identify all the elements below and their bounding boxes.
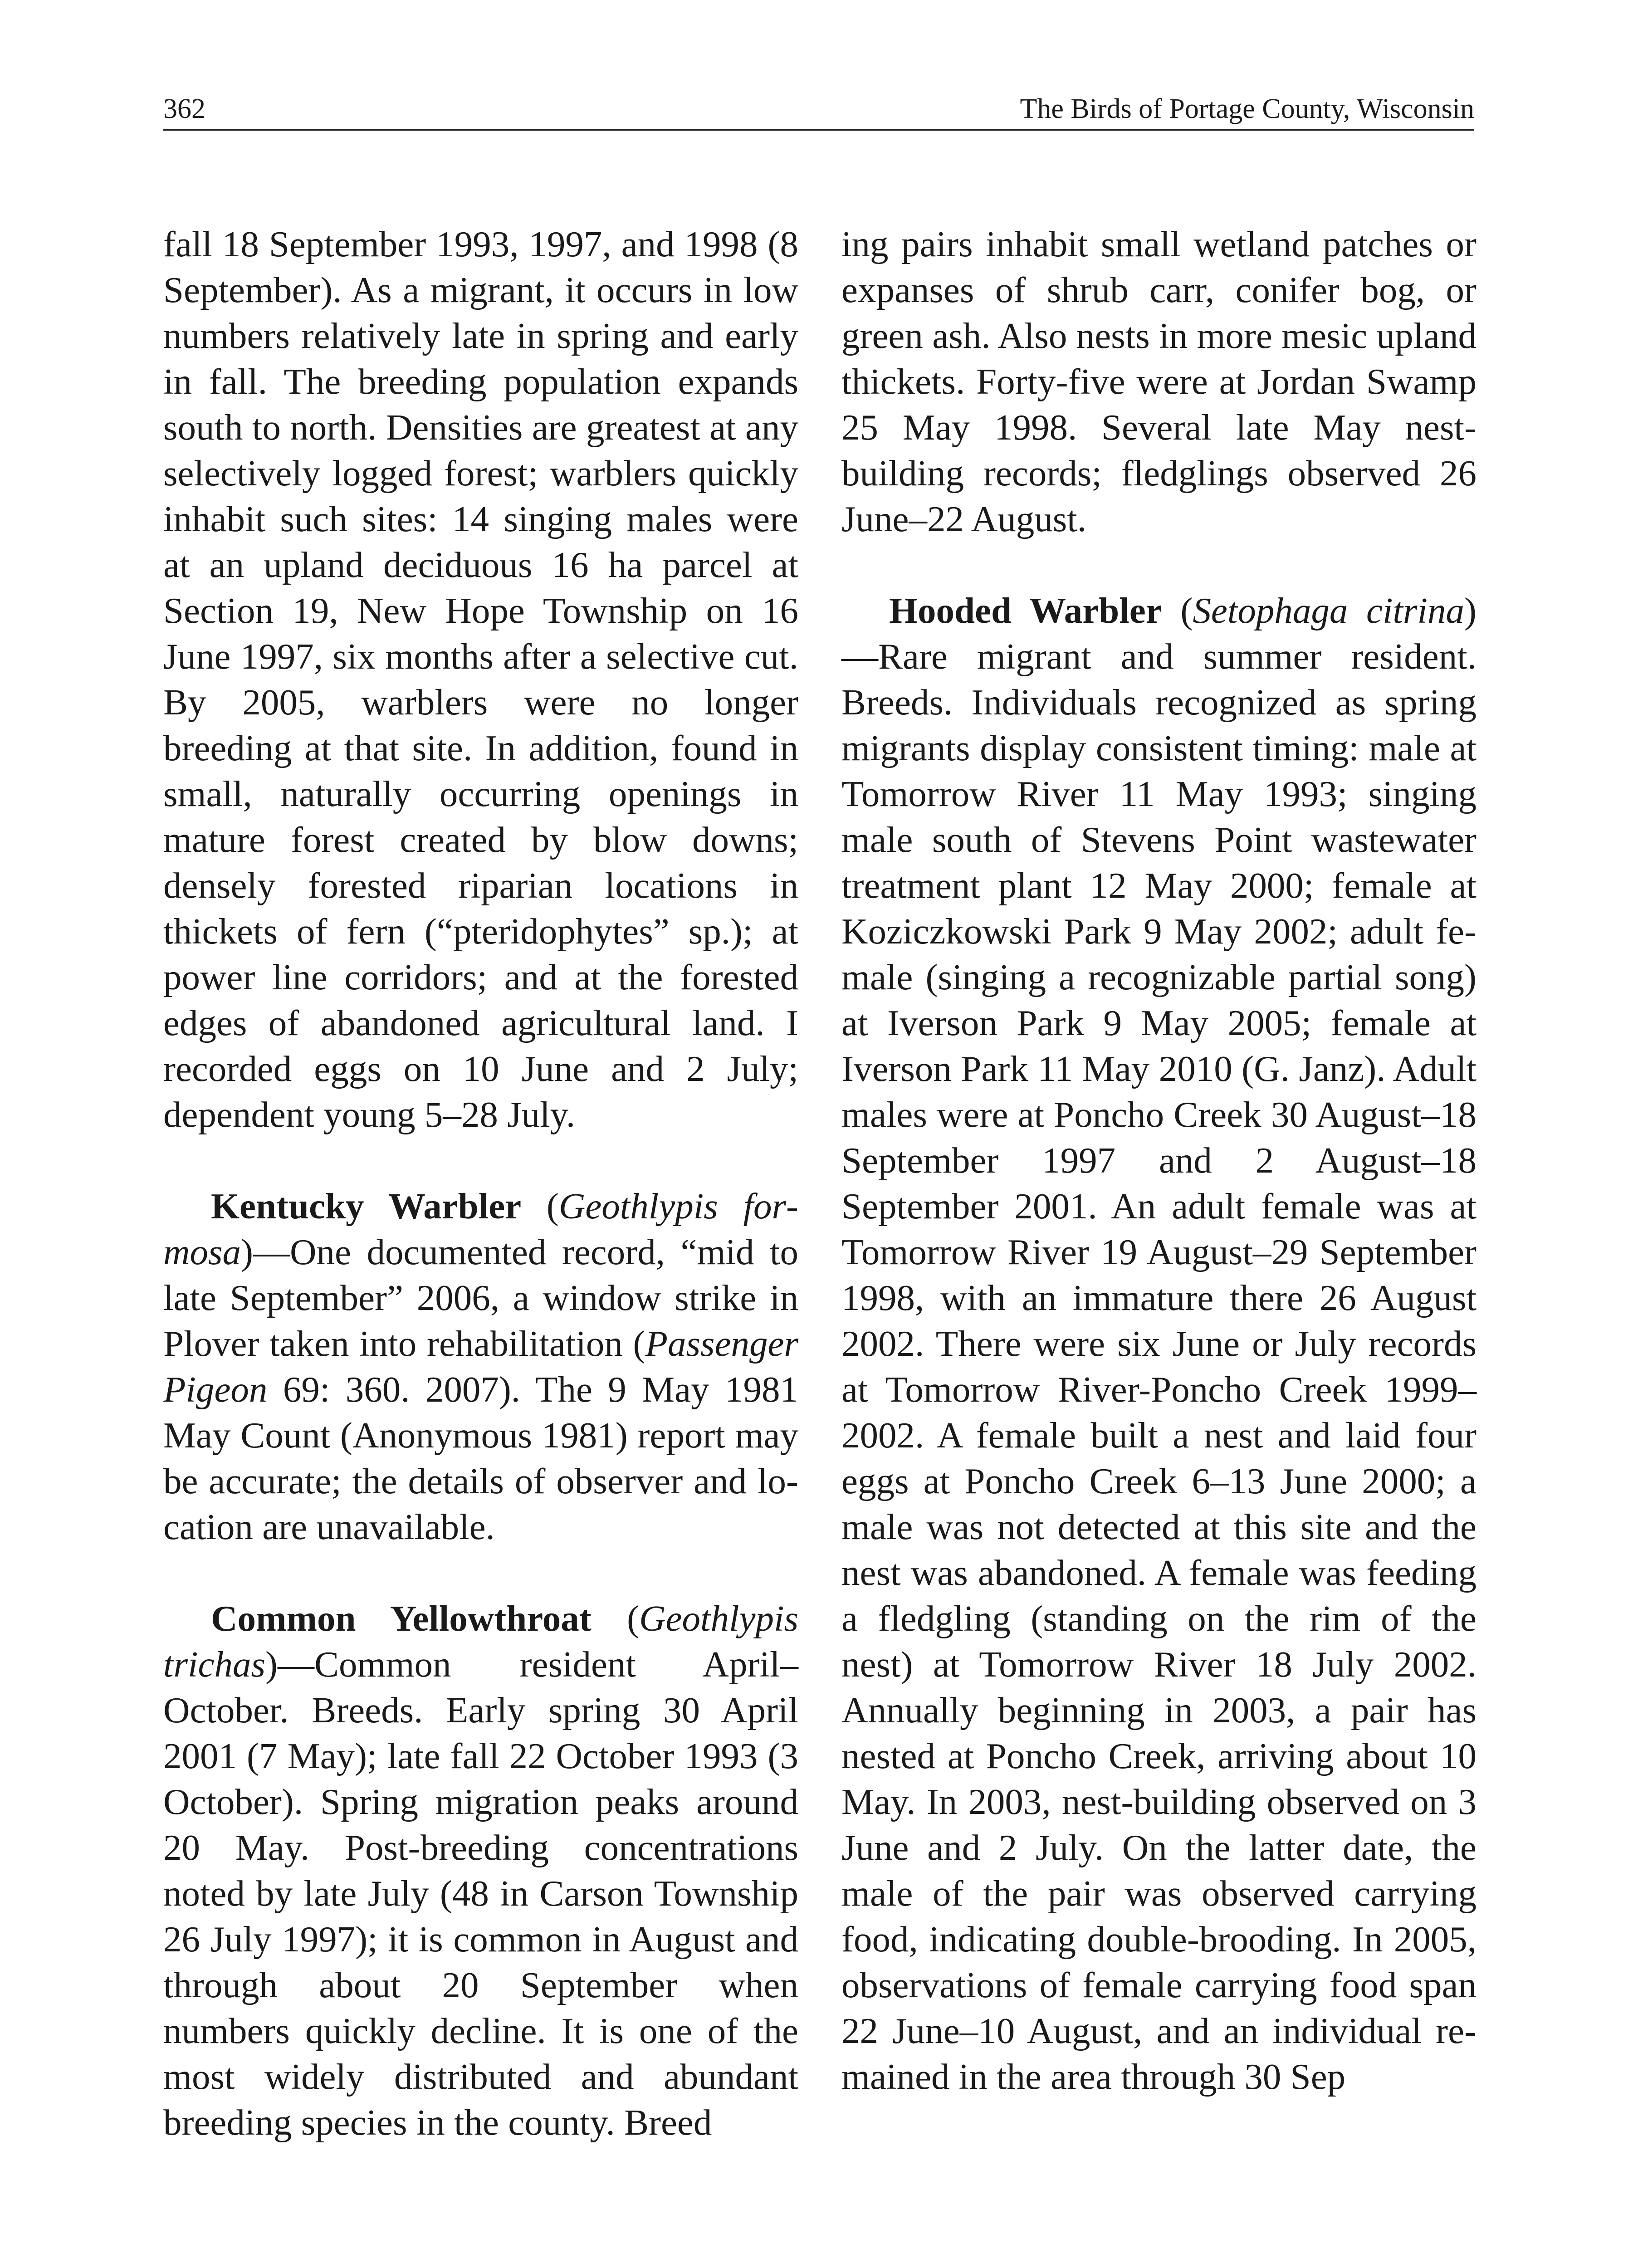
scientific-name: Geothlypis trichas	[163, 1598, 798, 1685]
species-entry-kentucky-warbler	[163, 1183, 798, 1550]
species-name: Common Yellowthroat	[211, 1598, 592, 1639]
page-number: 362	[163, 93, 205, 124]
entry-text: )—Common resident April–October. Breeds. Early spring 30 April 2001 (7 May); late fall 22 October 1993 (3 October). Spring migration peaks around 20 May. Post-breeding concentrations noted by late July (48 in Carson Township 26 July 1997); it is common in August and through about 20 September when numbers quickly decline. It is one of the most widely distributed and abundant breeding species in the county. Breed	[163, 1644, 798, 2143]
continuation-paragraph-right: ing pairs inhabit small wetland patches or expanses of shrub carr, conifer bog, or green ash. Also nests in more mesic upland thickets. Forty-five were at Jordan Swamp 25 May 1998. Several late May nest-building records; fledglings observed 26 June–22 August.	[841, 224, 1477, 539]
journal-title: The Birds of Portage County, Wisconsin	[1020, 93, 1474, 124]
entry-text: )—One documented record, “mid to late September” 2006, a window strike in Plover taken into rehabilitation (	[163, 1232, 798, 1364]
scientific-name: Setophaga citrina	[1193, 590, 1465, 631]
species-entry-hooded-warbler	[841, 588, 1477, 2100]
paren: (	[591, 1598, 640, 1639]
continuation-paragraph-left: fall 18 September 1993, 1997, and 1998 (8 September). As a migrant, it occurs in low numbers relatively late in spring and early in fall. The breeding population expands south to north. Densities are greatest at any selectively logged forest; warblers quickly inhabit such sites: 14 singing males were at an upland deciduous 16 ha parcel at Section 19, New Hope Township on 16 June 1997, six months after a selective cut. By 2005, warblers were no longer breeding at that site. In addition, found in small, naturally occurring openings in mature forest created by blow downs; densely forested riparian locations in thickets of fern (“pteridophytes” sp.); at power line corridors; and at the forested edges of abandoned agricultural land. I recorded eggs on 10 June and 2 July; dependent young 5–28 July.	[163, 224, 798, 1135]
running-head	[163, 86, 1474, 131]
left-column	[163, 221, 798, 2191]
entry-text: )—Rare migrant and summer resident. Breeds. Individuals recognized as spring migrants display consistent timing: male at Tomorrow River 11 May 1993; singing male south of Stevens Point wastewater treatment plant 12 May 2000; female at Koziczkowski Park 9 May 2002; adult female (singing a recognizable partial song) at Iverson Park 9 May 2005; female at Iverson Park 11 May 2010 (G. Janz). Adult males were at Poncho Creek 30 August–18 September 1997 and 2 August–18 September 2001. An adult female was at Tomorrow River 19 August–29 September 1998, with an immature there 26 August 2002. There were six June or July records at Tomorrow River-Poncho Creek 1999–2002. A female built a nest and laid four eggs at Poncho Creek 6–13 June 2000; a male was not detected at this site and the nest was abandoned. A female was feeding a fledgling (standing on the rim of the nest) at Tomorrow River 18 July 2002. Annually beginning in 2003, a pair has nested at Poncho Creek, arriving about 10 May. In 2003, nest-building observed on 3 June and 2 July. On the latter date, the male of the pair was observed carrying food, indicating double-brooding. In 2005, observations of female carrying food span 22 June–10 August, and an individual remained in the area through 30 Sep	[841, 590, 1477, 2097]
species-name: Kentucky Warbler	[211, 1186, 522, 1227]
species-entry-common-yellowthroat	[163, 1596, 798, 2146]
journal-reference: Passenger Pigeon	[163, 1323, 798, 1410]
scientific-name: Geothlypis formosa	[163, 1186, 798, 1272]
right-column	[841, 221, 1477, 2146]
paren: (	[521, 1186, 559, 1227]
paren: (	[1162, 590, 1193, 631]
species-name: Hooded Warbler	[889, 590, 1162, 631]
entry-text: 69: 360. 2007). The 9 May 1981 May Count (Anonymous 1981) report may be accurate; the details of observer and location are unavailable.	[163, 1369, 798, 1547]
